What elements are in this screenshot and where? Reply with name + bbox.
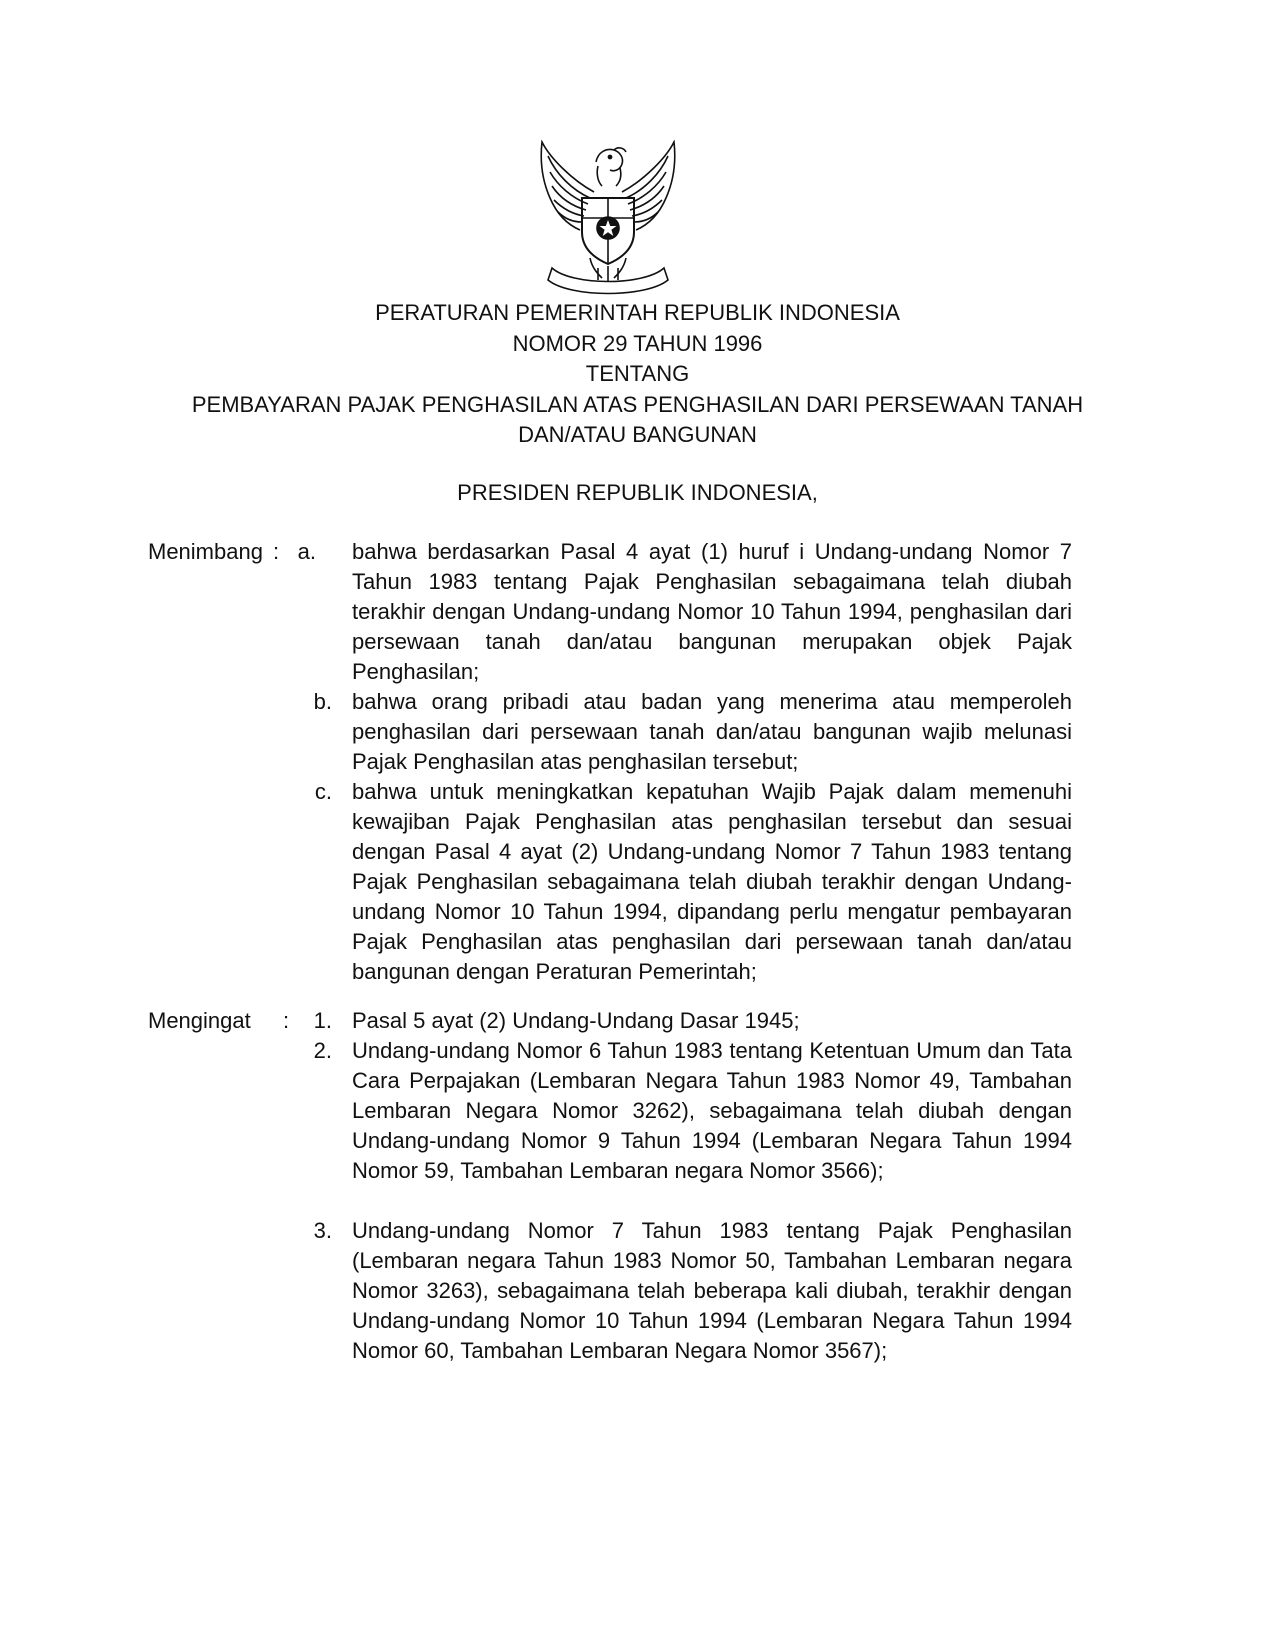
title-line-5: DAN/ATAU BANGUNAN: [518, 422, 757, 447]
menimbang-label: Menimbang: [148, 539, 263, 564]
title-line-1: PERATURAN PEMERINTAH REPUBLIK INDONESIA: [375, 300, 900, 325]
mengingat-label: Mengingat: [148, 1008, 251, 1033]
mengingat-item-text: Undang-undang Nomor 7 Tahun 1983 tentang Pajak Penghasilan (Lembaran negara Tahun 1983 Nomor 50, Tambahan Lembaran negara Nomor 3263), sebagaimana telah beberapa kali diubah, terakhir dengan Undang-undang Nomor 10 Tahun 1994 (Lembaran Negara Tahun 1994 Nomor 60, Tambahan Lembaran Negara Nomor 3567);: [352, 1218, 1072, 1363]
garuda-pancasila-emblem-icon: [532, 140, 684, 298]
menimbang-item-marker: a.: [297, 539, 316, 564]
menimbang-item-marker: c.: [314, 779, 332, 804]
mengingat-item-marker: 3.: [313, 1218, 332, 1243]
title-line-3: TENTANG: [585, 361, 690, 386]
menimbang-item-text: bahwa untuk meningkatkan kepatuhan Wajib Pajak dalam memenuhi kewajiban Pajak Penghasilan atas penghasilan tersebut dan sesuai dengan Pasal 4 ayat (2) Undang-undang Nomor 7 Tahun 1983 tentang Pajak Penghasilan sebagaimana telah diubah terakhir dengan Undang-undang Nomor 10 Tahun 1994, dipandang perlu mengatur pembayaran Pajak Penghasilan atas penghasilan dari persewaan tanah dan/atau bangunan dengan Peraturan Pemerintah;: [352, 779, 1072, 984]
mengingat-item-text: Pasal 5 ayat (2) Undang-Undang Dasar 1945;: [352, 1008, 800, 1033]
title-line-4: PEMBAYARAN PAJAK PENGHASILAN ATAS PENGHASILAN DARI PERSEWAAN TANAH: [191, 391, 1084, 417]
mengingat-colon: :: [283, 1008, 290, 1033]
menimbang-item-text: bahwa berdasarkan Pasal 4 ayat (1) huruf i Undang-undang Nomor 7 Tahun 1983 tentang Pajak Penghasilan sebagaimana telah diubah terakhir dengan Undang-undang Nomor 10 Tahun 1994, penghasilan dari persewaan tanah dan/atau bangunan merupakan objek Pajak Penghasilan;: [352, 539, 1072, 684]
menimbang-item-marker: b.: [313, 689, 332, 714]
mengingat-item-marker: 1.: [313, 1008, 332, 1033]
regulation-title: [0, 298, 1275, 451]
mengingat-item-text: Undang-undang Nomor 6 Tahun 1983 tentang Ketentuan Umum dan Tata Cara Perpajakan (Lembaran Negara Tahun 1983 Nomor 49, Tambahan Lembaran Negara Nomor 3262), sebagaimana telah diubah dengan Undang-undang Nomor 9 Tahun 1994 (Lembaran Negara Tahun 1994 Nomor 59, Tambahan Lembaran negara Nomor 3566);: [352, 1038, 1072, 1183]
title-line-2: NOMOR 29 TAHUN 1996: [512, 330, 763, 356]
menimbang-colon: :: [273, 539, 280, 564]
mengingat-item-marker: 2.: [313, 1038, 332, 1063]
menimbang-item-text: bahwa orang pribadi atau badan yang menerima atau memperoleh penghasilan dari persewaan tanah dan/atau bangunan wajib melunasi Pajak Penghasilan atas penghasilan tersebut;: [352, 689, 1072, 774]
president-heading: PRESIDEN REPUBLIK INDONESIA,: [457, 480, 818, 505]
